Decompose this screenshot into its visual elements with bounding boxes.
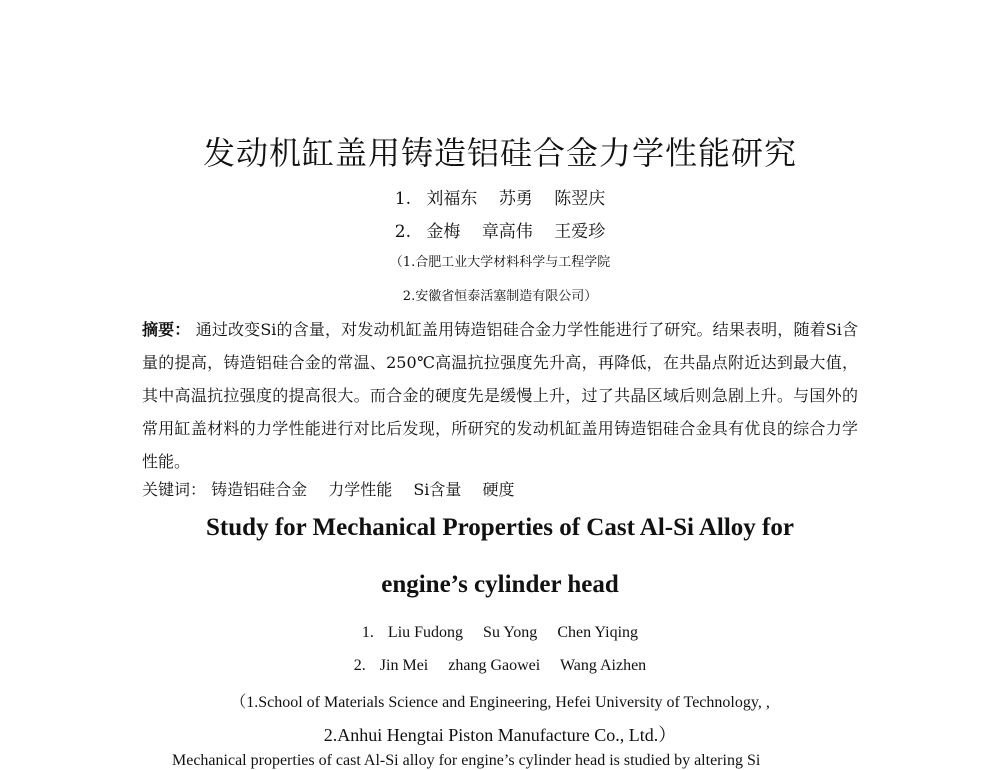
author-name: Wang Aizhen — [559, 657, 647, 674]
keywords-label: 关键词： — [142, 480, 207, 499]
english-abstract-partial: Mechanical properties of cast Al-Si alloy for engine’s cylinder head is studied by altering Si — [172, 752, 761, 769]
english-title-line-2: engine’s cylinder head — [381, 571, 619, 598]
author-name: Su Yong — [483, 624, 538, 641]
author-name: Jin Mei — [379, 657, 429, 674]
keyword: 硬度 — [482, 480, 515, 499]
chinese-keywords — [142, 477, 531, 500]
english-authors-line-2 — [0, 657, 1000, 675]
author-name: 章高伟 — [481, 222, 533, 242]
chinese-affiliation-1: （1.合肥工业大学材料科学与工程学院 — [389, 255, 611, 270]
abstract-text: 通过改变Si的含量，对发动机缸盖用铸造铝硅合金力学性能进行了研究。结果表明，随着Si含量的提高，铸造铝硅合金的常温、250℃高温抗拉强度先升高，再降低，在共晶点附近达到最大值，其中高温抗拉强度的提高很大。而合金的硬度先是缓慢上升，过了共晶区域后则急剧上升。与国外的常用缸盖材料的力学性能进行对比后发现，所研究的发动机缸盖用铸造铝硅合金具有优良的综合力学性能。 — [142, 320, 858, 471]
chinese-authors-line-2 — [0, 217, 1000, 242]
chinese-title: 发动机缸盖用铸造铝硅合金力学性能研究 — [202, 134, 797, 172]
author-name: 金梅 — [426, 222, 461, 242]
affiliation-number: 2. — [353, 657, 366, 674]
english-authors-line-1 — [0, 624, 1000, 642]
affiliation-number: 2. — [394, 222, 411, 242]
keyword: Si含量 — [413, 480, 462, 499]
abstract-label: 摘要： — [142, 320, 191, 339]
chinese-authors-line-1 — [0, 184, 1000, 209]
author-name: 苏勇 — [498, 189, 533, 209]
author-name: Chen Yiqing — [557, 624, 639, 641]
chinese-affiliation-2: 2.安徽省恒泰活塞制造有限公司） — [402, 289, 598, 304]
affiliation-number: 1. — [394, 189, 411, 209]
author-name: 刘福东 — [426, 189, 478, 209]
keyword: 铸造铝硅合金 — [211, 480, 308, 499]
chinese-abstract — [142, 313, 858, 478]
english-affiliation-1: （1.School of Materials Science and Engineering, Hefei University of Technology, , — [230, 694, 770, 711]
author-name: 陈翌庆 — [554, 189, 606, 209]
author-name: zhang Gaowei — [448, 657, 541, 674]
english-title-line-1: Study for Mechanical Properties of Cast Al-Si Alloy for — [206, 514, 794, 541]
author-name: 王爱珍 — [554, 222, 606, 242]
affiliation-number: 1. — [361, 624, 374, 641]
english-affiliation-2: 2.Anhui Hengtai Piston Manufacture Co., Ltd.） — [323, 725, 677, 745]
author-name: Liu Fudong — [387, 624, 464, 641]
keyword: 力学性能 — [328, 480, 393, 499]
